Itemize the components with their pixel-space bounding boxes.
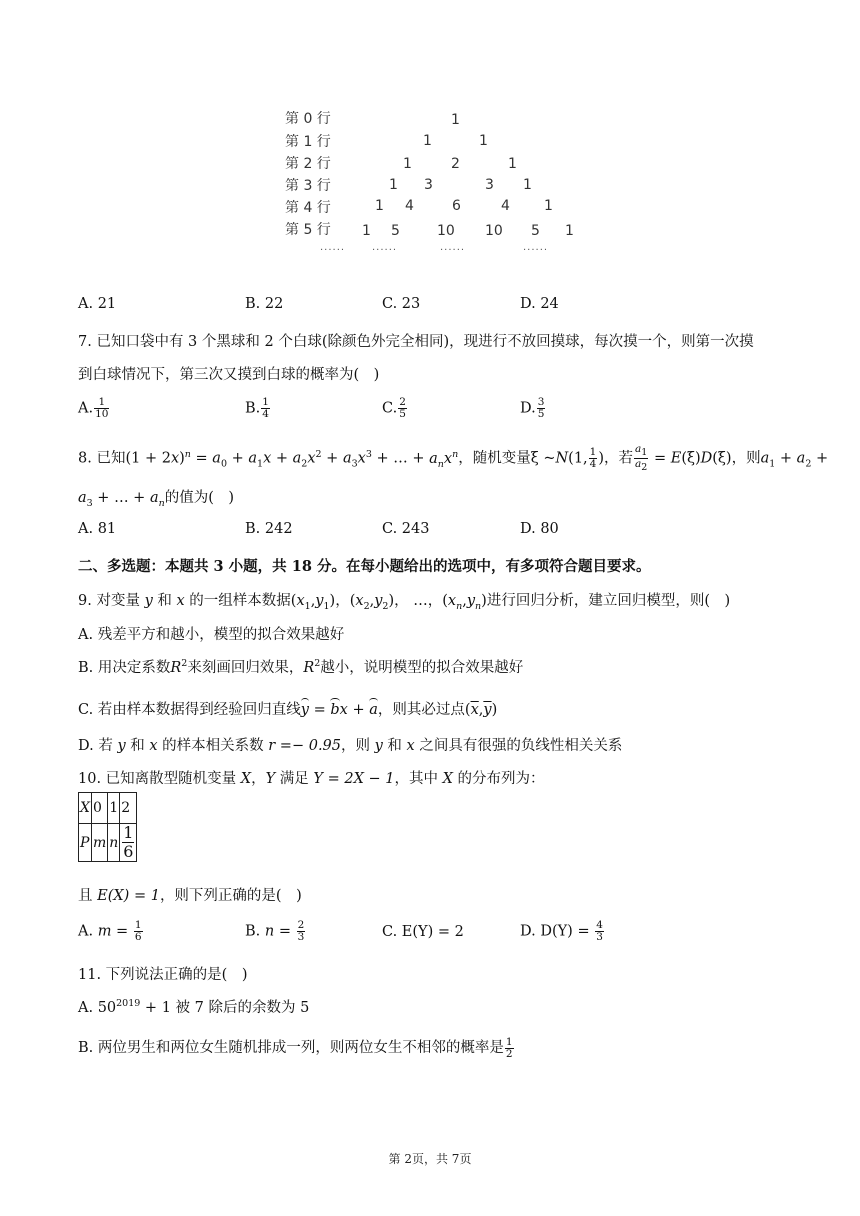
row-label: 第 0 行 [285,111,331,127]
q10-condition: 且 E(X) = 1，则下列正确的是( ) [78,888,302,904]
q11-stem: 11. 下列说法正确的是( ) [78,967,248,983]
triangle-number: 1 [544,198,553,214]
table-cell: X [79,793,92,824]
triangle-number: 1 [375,198,384,214]
table-cell: P [79,824,92,862]
triangle-number: 2 [451,156,460,172]
q8-option-a: A. 81 [78,521,117,537]
q8-option-c: C. 243 [382,521,430,537]
pascal-triangle-figure [285,104,580,260]
page-footer: 第 2页，共 7页 [388,1152,472,1166]
q9-stem: 9. 对变量 y 和 x 的一组样本数据$(x_1,y_1)$，$(x_2,y_2)$， …，$(x_n,y_n)$进行回归分析，建立回归模型，则( ) [78,593,731,612]
q11-option-b: B. 两位男生和两位女生随机排成一列，则两位女生不相邻的概率是 $\frac{1}{2}$ [78,1035,513,1060]
row-label: 第 1 行 [285,134,331,150]
row-label: 第 4 行 [285,200,331,216]
table-cell: $\frac{1}{6}$ [120,824,137,862]
q10-option-c: C. E(Y) = 2 [382,924,464,940]
triangle-number: 1 [423,133,432,149]
q7-option-b: B. $\frac{1}{4}$ [245,396,269,420]
triangle-number: 1 [523,177,532,193]
q9-option-d: D. 若 y 和 x 的样本相关系数 r =− 0.95，则 y 和 x 之间具有很强的负线性相关关系 [78,738,623,754]
q6-option-c: C. 23 [382,296,421,312]
row-label: 第 2 行 [285,156,331,172]
ellipsis: ...... [320,242,346,253]
row-label: 第 5 行 [285,222,331,238]
triangle-number: 4 [405,198,414,214]
q6-option-d: D. 24 [520,296,559,312]
triangle-number: 1 [403,156,412,172]
triangle-number: 1 [479,133,488,149]
triangle-number: 6 [452,198,461,214]
triangle-number: 1 [508,156,517,172]
distribution-table [78,792,137,862]
q10-option-a: A. m = $\frac{1}{6}$ [78,919,142,943]
triangle-number: 5 [531,223,540,239]
table-cell: m [91,824,107,862]
triangle-number: 1 [565,223,574,239]
row-label: 第 3 行 [285,178,331,194]
ellipsis: ...... [372,242,398,253]
q7-option-a: A. $\frac{1}{10}$ [78,396,109,420]
ellipsis: ...... [440,242,466,253]
q6-option-a: A. 21 [78,296,117,312]
section-heading: 二、多选题：本题共 3 小题，共 18 分。在每小题给出的选项中，有多项符合题目要求。 [78,558,651,575]
q7-option-c: C. $\frac{2}{5}$ [382,396,406,420]
q9-option-c: C. 若由样本数据得到经验回归直线y = bx + a，则其必过点$(\overline{x},\overline{y})$ [78,702,498,718]
triangle-number: 1 [362,223,371,239]
q6-option-b: B. 22 [245,296,284,312]
q11-option-a: A. $50^{2019} + 1$ 被 7 除后的余数为 5 [78,998,310,1016]
triangle-number: 3 [485,177,494,193]
triangle-number: 10 [437,223,455,239]
q9-option-b: B. 用决定系数$R^2$来刻画回归效果，$R^2$越小，说明模型的拟合效果越好 [78,658,524,676]
triangle-number: 5 [391,223,400,239]
triangle-number: 1 [451,112,460,128]
triangle-number: 1 [389,177,398,193]
q7-option-d: D. $\frac{3}{5}$ [520,396,545,420]
q8-line1: 8. 已知$(1 + 2x)^n = a_0 + a_1x + a_2x^2 + a_3x^3$ + … + $a_nx^n$，随机变量ξ ~N(1, $\frac{1}{4}$ )，若 $\frac{a_1}{a_2}$ = E(ξ)D(ξ)，则$a_1 + a_2$ + [78,443,829,474]
q8-option-d: D. 80 [520,521,559,537]
triangle-number: 3 [424,177,433,193]
table-cell: n [108,824,120,862]
triangle-number: 4 [501,198,510,214]
q9-option-a: A. 残差平方和越小，模型的拟合效果越好 [78,627,345,643]
table-cell: 2 [120,793,137,824]
q8-line2: $a_3$ + … + $a_n$的值为( ) [78,490,235,509]
q8-option-b: B. 242 [245,521,293,537]
table-cell: 1 [108,793,120,824]
q7-line1: 7. 已知口袋中有 3 个黑球和 2 个白球(除颜色外完全相同)，现进行不放回摸球，每次摸一个，则第一次摸 [78,334,754,350]
ellipsis: ...... [523,242,549,253]
triangle-number: 10 [485,223,503,239]
q10-stem: 10. 已知离散型随机变量 X，Y 满足 Y = 2X − 1，其中 X 的分布列为： [78,771,545,787]
q7-line2: 到白球情况下，第三次又摸到白球的概率为( ) [78,367,380,383]
q10-option-b: B. n = $\frac{2}{3}$ [245,919,305,943]
q10-option-d: D. D(Y) = $\frac{4}{3}$ [520,919,603,943]
table-cell: 0 [91,793,107,824]
